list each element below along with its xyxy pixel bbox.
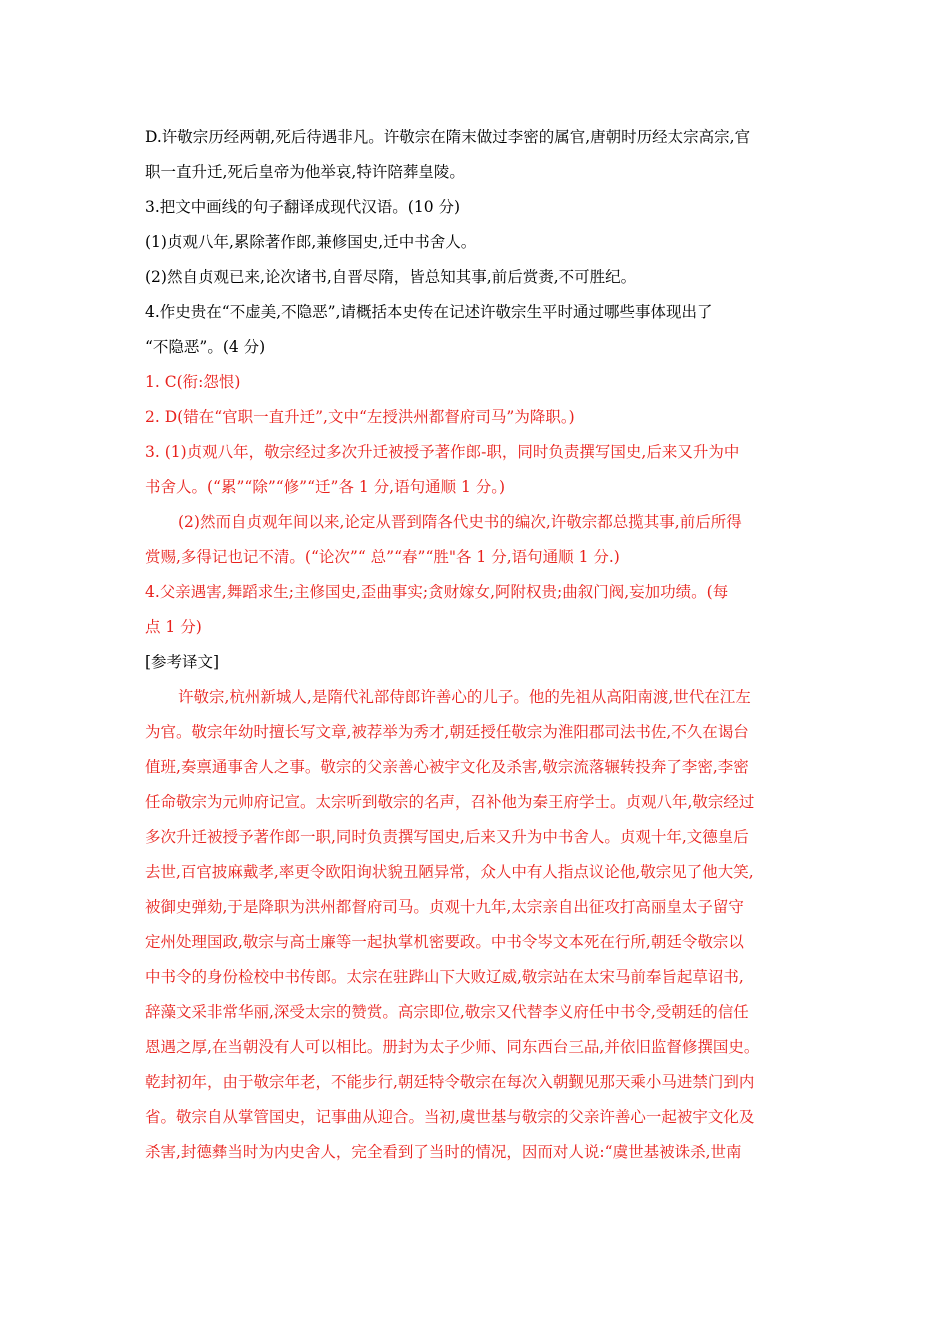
translation-line: 恩遇之厚,在当朝没有人可以相比。册封为太子少师、同东西台三品,并依旧监督修撰国史。 [145,1038,760,1056]
question-3-sentence-2: (2)然自贞观已来,论次诸书,自晋尽隋，皆总知其事,前后赏赉,不可胜纪。 [145,268,637,286]
translation-line: 定州处理国政,敬宗与高士廉等一起执掌机密要政。中书令岑文本死在行所,朝廷令敬宗以 [145,933,744,951]
answer-3-2-line-1: (2)然而自贞观年间以来,论定从晋到隋各代史书的编次,许敬宗都总揽其事,前后所得 [178,513,742,531]
question-3-title: 3.把文中画线的句子翻译成现代汉语。(10 分) [145,198,461,216]
question-3-sentence-1: (1)贞观八年,累除著作郎,兼修国史,迁中书舍人。 [145,233,477,251]
answer-3-1-line-2: 书舍人。(“累”“除”“修”“迁”各 1 分,语句通顺 1 分。) [145,478,506,496]
translation-line: 值班,奏禀通事舍人之事。敬宗的父亲善心被宇文化及杀害,敬宗流落辗转投奔了李密,李密 [145,758,749,776]
translation-line: 乾封初年，由于敬宗年老，不能步行,朝廷特令敬宗在每次入朝觐见那天乘小马进禁门到内 [145,1073,755,1091]
translation-line: 多次升迁被授予著作郎一职,同时负责撰写国史,后来又升为中书舍人。贞观十年,文德皇后 [145,828,749,846]
translation-line: 中书令的身份检校中书传郎。太宗在驻跸山下大败辽威,敬宗站在太宋马前奉旨起草诏书, [145,968,744,986]
answer-4-line-2: 点 1 分) [145,618,202,636]
answer-3-2-line-2: 赏赐,多得记也记不清。(“论次”“ 总”“春”“胜"各 1 分,语句通顺 1 分.) [145,548,620,566]
question-4-line-2: “不隐恶”。(4 分) [145,338,266,356]
question-4-line-1: 4.作史贵在“不虚美,不隐恶”,请概括本史传在记述许敬宗生平时通过哪些事体现出了 [145,303,713,321]
answer-2: 2. D(错在“官职一直升迁”,文中“左授洪州都督府司马”为降职。) [145,408,575,426]
translation-line: 去世,百官披麻戴孝,率更令欧阳询状貌丑陋异常，众人中有人指点议论他,敬宗见了他大笑, [145,863,754,881]
option-d-line-1: D.许敬宗历经两朝,死后待遇非凡。许敬宗在隋末做过李密的属官,唐朝时历经太宗高宗,官 [145,128,751,146]
answer-1: 1. C(衔:怨恨) [145,373,241,391]
translation-line: 许敬宗,杭州新城人,是隋代礼部侍郎许善心的儿子。他的先祖从高阳南渡,世代在江左 [178,688,751,706]
answer-3-1-line-1: 3. (1)贞观八年，敬宗经过多次升迁被授予著作郎-职，同时负责撰写国史,后来又升为中 [145,443,740,461]
translation-line: 杀害,封德彝当时为内史舍人，完全看到了当时的情况，因而对人说:“虞世基被诛杀,世南 [145,1143,742,1161]
translation-heading: [参考译文] [145,653,220,671]
translation-line: 任命敬宗为元帅府记宣。太宗听到敬宗的名声，召补他为秦王府学士。贞观八年,敬宗经过 [145,793,755,811]
option-d-line-2: 职一直升迁,死后皇帝为他举哀,特许陪葬皇陵。 [145,163,465,181]
translation-line: 为官。敬宗年幼时擅长写文章,被荐举为秀才,朝廷授任敬宗为淮阳郡司法书佐,不久在谒台 [145,723,749,741]
translation-line: 辞藻文采非常华丽,深受太宗的赞赏。高宗即位,敬宗又代替李义府任中书令,受朝廷的信任 [145,1003,749,1021]
translation-line: 省。敬宗自从掌管国史，记事曲从迎合。当初,虞世基与敬宗的父亲许善心一起被宇文化及 [145,1108,755,1126]
translation-line: 被御史弹劾,于是降职为洪州都督府司马。贞观十九年,太宗亲自出征攻打高丽皇太子留守 [145,898,744,916]
document-body [145,120,825,1170]
answer-4-line-1: 4.父亲遇害,舞蹈求生;主修国史,歪曲事实;贪财嫁女,阿附权贵;曲叙门阀,妄加功绩。(每 [145,583,729,601]
